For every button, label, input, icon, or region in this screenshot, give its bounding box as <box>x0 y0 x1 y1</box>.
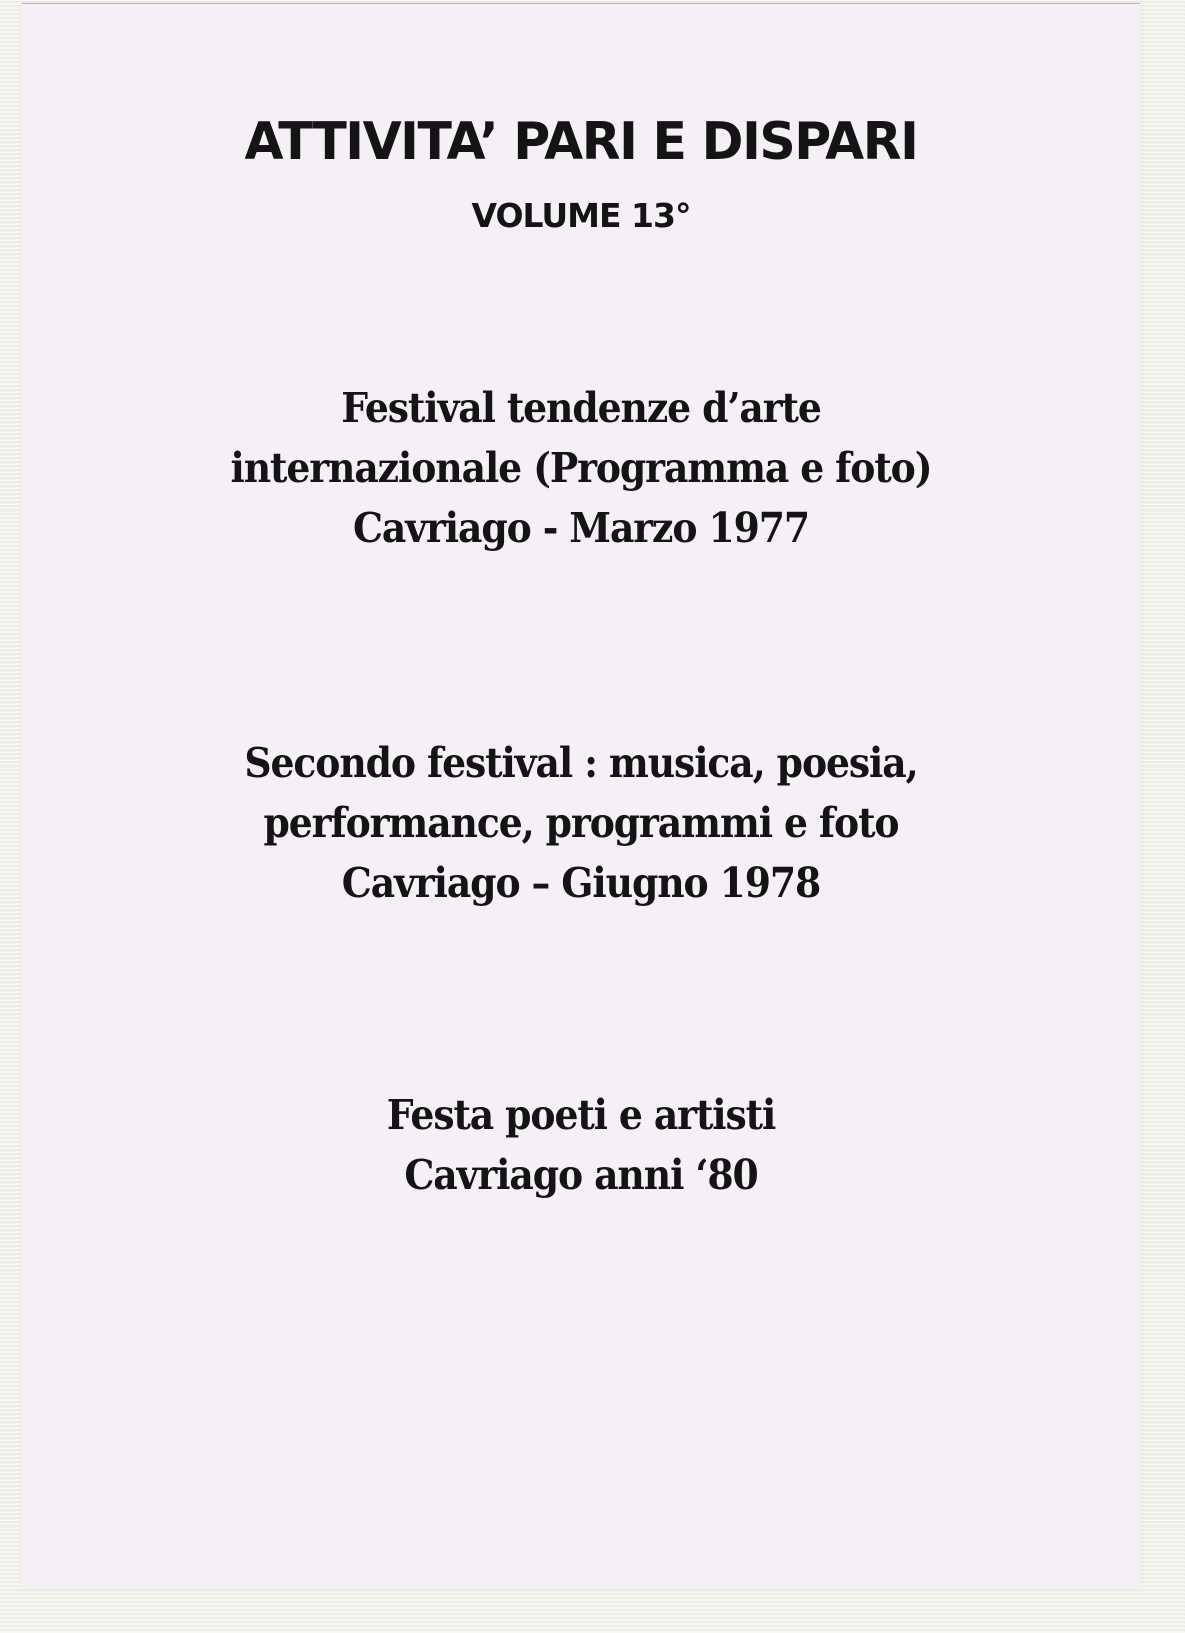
document-page <box>22 3 1140 1588</box>
section-line: performance, programmi e foto <box>263 799 899 847</box>
section-line: Cavriago - Marzo 1977 <box>352 504 810 552</box>
section-line: internazionale (Programma e foto) <box>230 444 932 492</box>
section-line: Cavriago anni ‘80 <box>404 1151 758 1199</box>
section-line: Secondo festival : musica, poesia, <box>244 739 918 787</box>
volume-label: VOLUME 13° <box>471 196 691 235</box>
document-title: ATTIVITA’ PARI E DISPARI <box>244 112 918 172</box>
section-line: Cavriago – Giugno 1978 <box>341 859 821 907</box>
section-line: Festival tendenze d’arte <box>341 384 821 432</box>
section-line: Festa poeti e artisti <box>386 1091 776 1139</box>
